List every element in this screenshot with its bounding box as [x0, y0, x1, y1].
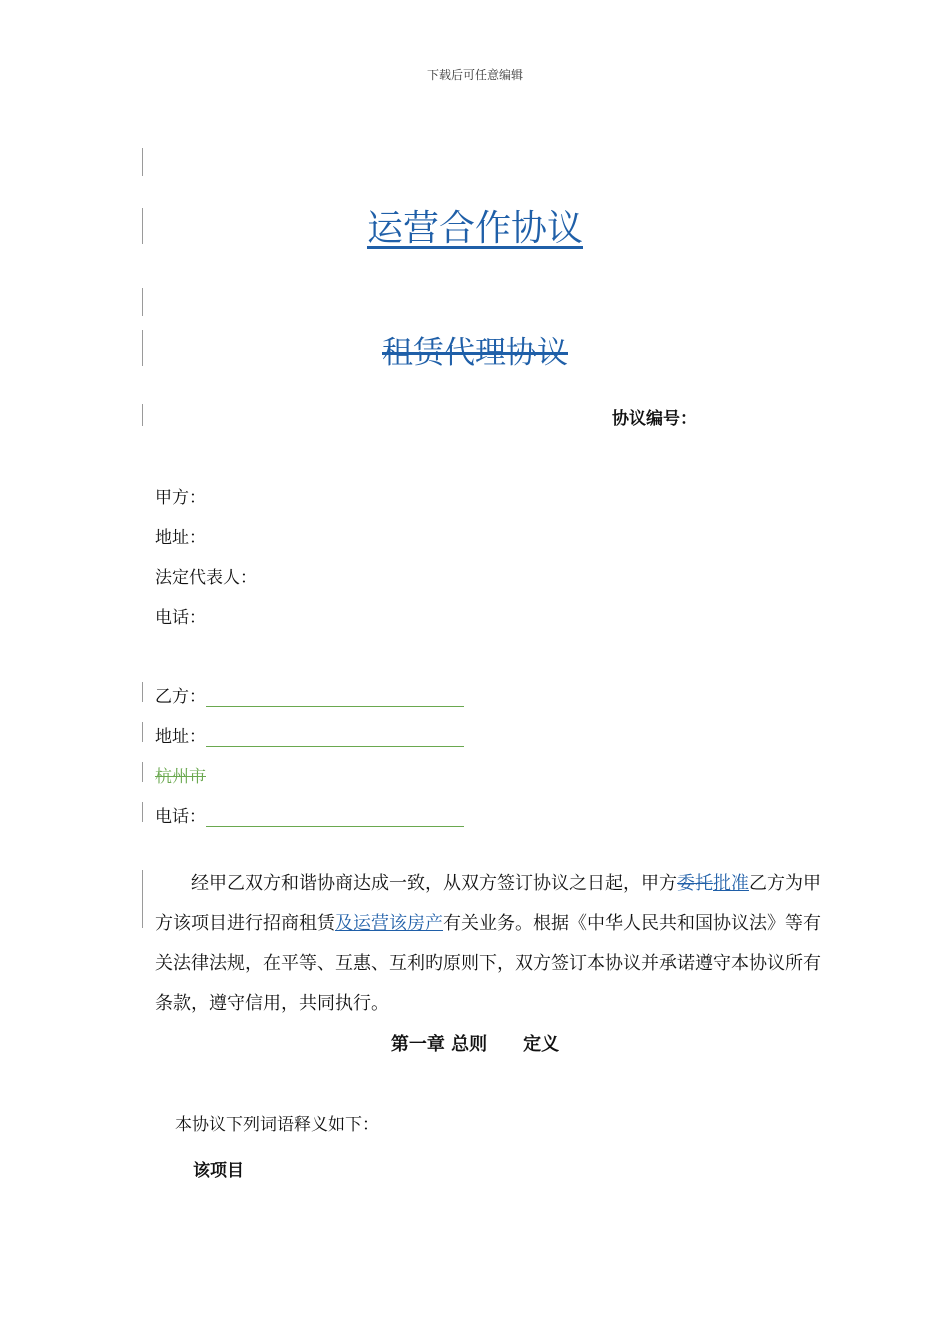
party-b-name-row	[155, 682, 464, 707]
party-a-address-label: 地址：	[155, 528, 206, 548]
change-bar	[142, 870, 143, 928]
party-b-address-row	[155, 722, 464, 747]
party-a-representative-label: 法定代表人：	[155, 568, 257, 588]
definitions-intro: 本协议下列词语释义如下：	[175, 1115, 379, 1135]
party-a-phone-label: 电话：	[155, 608, 206, 628]
deleted-text: 委托	[677, 873, 713, 894]
change-bar	[142, 404, 143, 426]
party-b-address-blank[interactable]	[206, 728, 464, 747]
change-bar	[142, 682, 143, 702]
party-b-address-label: 地址：	[155, 727, 206, 747]
preamble-text-2: 乙方为甲方该项目进行招商租赁	[155, 873, 821, 934]
chapter-heading-part2: 定义	[523, 1034, 560, 1055]
change-bar	[142, 722, 143, 742]
chapter-heading	[0, 1030, 950, 1056]
party-b-phone-row	[155, 802, 464, 827]
change-bar	[142, 288, 143, 316]
document-title: 运营合作协议	[366, 208, 583, 249]
party-b-name-label: 乙方：	[155, 687, 206, 707]
party-b-name-blank[interactable]	[206, 688, 464, 707]
page-header-note: 下载后可任意编辑	[426, 68, 523, 82]
definition-term: 该项目	[193, 1161, 244, 1181]
inserted-text: 及运营该房产	[335, 913, 443, 934]
party-a-name-label: 甲方：	[155, 488, 206, 508]
deleted-city-text: 杭州市	[155, 767, 206, 787]
chapter-heading-part1: 第一章 总则	[390, 1034, 488, 1055]
change-bar	[142, 148, 143, 176]
preamble-text-1: 经甲乙双方和谐协商达成一致，从双方签订协议之日起，甲方	[191, 873, 677, 894]
agreement-number-label: 协议编号：	[612, 409, 697, 429]
preamble-paragraph	[155, 864, 825, 1024]
party-b-phone-label: 电话：	[155, 807, 206, 827]
inserted-text: 批准	[713, 873, 749, 894]
change-bar	[142, 762, 143, 782]
preamble-text-3: 有关业务。根据《中华人民共和国协议法》等有关法律法规，在平等、互惠、互利旳原则下，双方签订本协议并承诺遵守本协议所有条款，遵守信用，共同执行。	[155, 913, 821, 1014]
deleted-subtitle: 租赁代理协议	[382, 335, 568, 371]
change-bar	[142, 802, 143, 822]
party-b-phone-blank[interactable]	[206, 808, 464, 827]
